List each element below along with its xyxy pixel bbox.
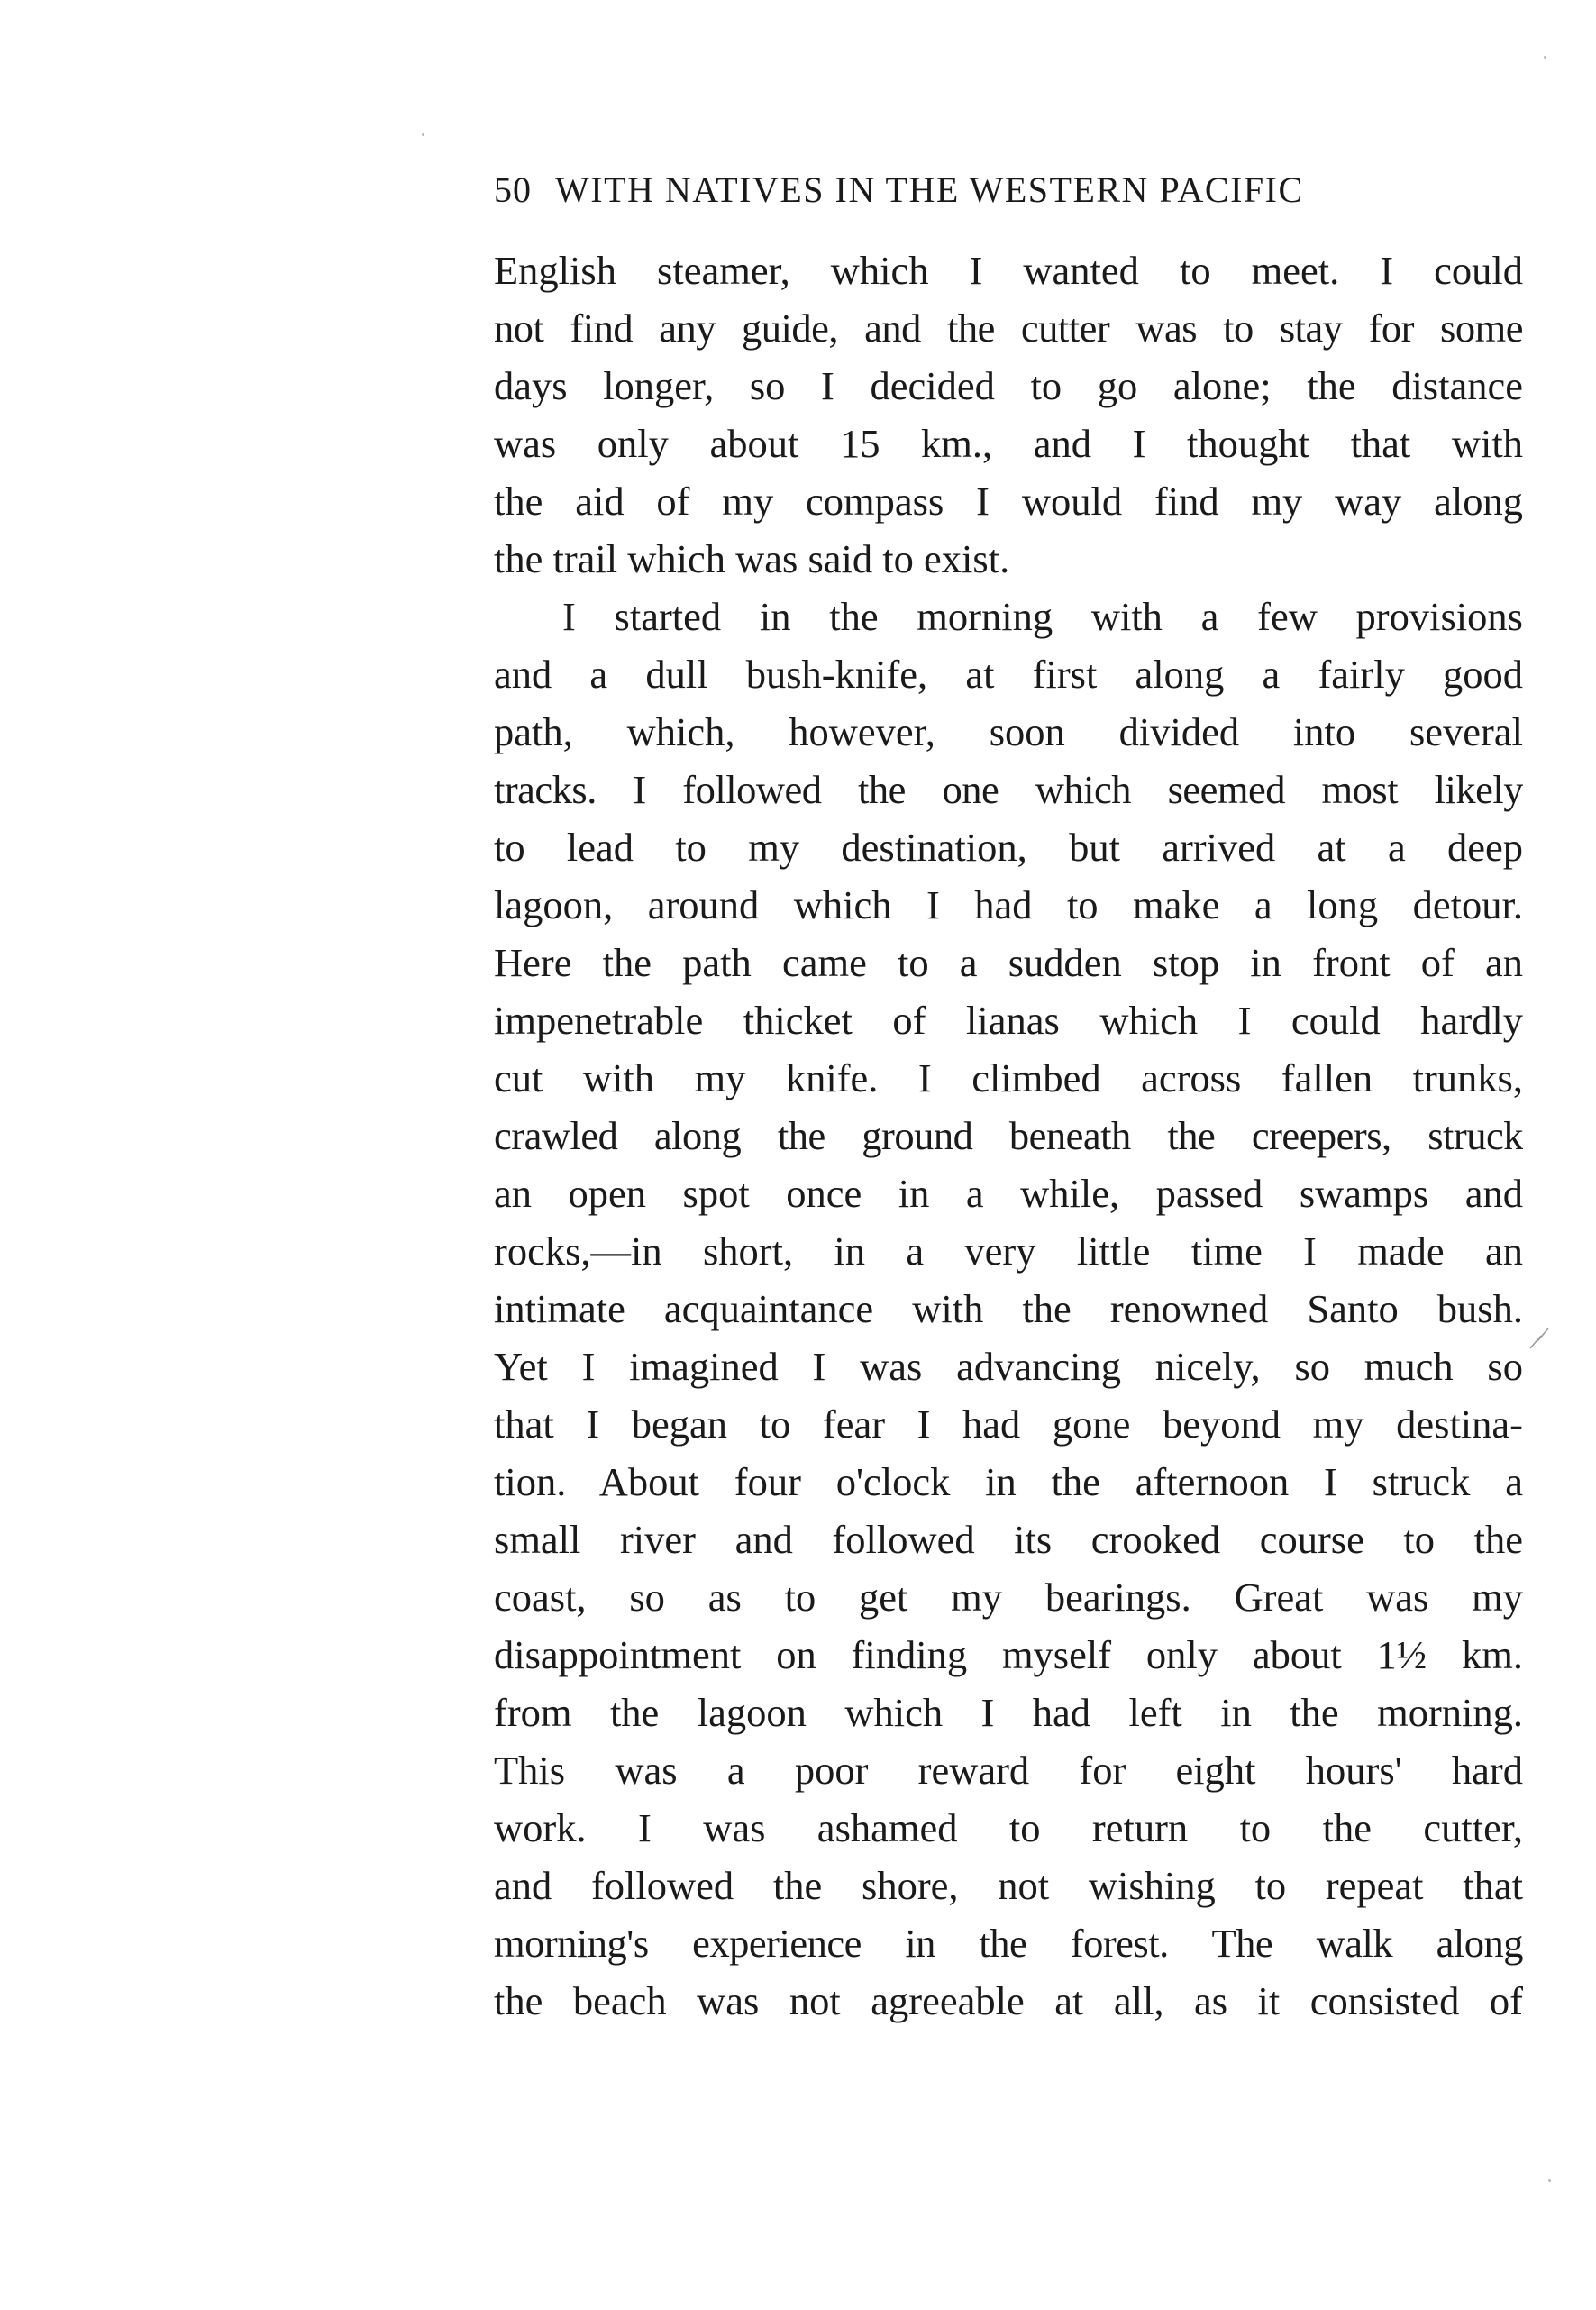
text-line: I started in the morning with a few provisions — [562, 594, 1523, 639]
text-line: work. I was ashamed to return to the cutter, — [494, 1805, 1523, 1850]
text-line: from the lagoon which I had left in the morning. — [494, 1690, 1523, 1735]
text-line: days longer, so I decided to go alone; the distance — [494, 363, 1523, 408]
running-head — [494, 163, 1521, 217]
scan-speck — [422, 133, 424, 136]
text-line: This was a poor reward for eight hours' hard — [494, 1748, 1523, 1793]
text-line: was only about 15 km., and I thought that with — [494, 421, 1523, 466]
text-line: intimate acquaintance with the renowned Santo bush. — [494, 1286, 1523, 1331]
text-line: tracks. I followed the one which seemed most likely — [494, 767, 1523, 812]
text-line: and followed the shore, not wishing to repeat that — [494, 1863, 1523, 1908]
body-text — [494, 242, 1523, 2030]
text-line: and a dull bush-knife, at first along a fairly good — [494, 652, 1523, 697]
scan-speck — [1548, 2179, 1551, 2182]
text-line: small river and followed its crooked course to the — [494, 1517, 1523, 1562]
text-line: the trail which was said to exist. — [494, 536, 1010, 581]
text-line: path, which, however, soon divided into several — [494, 709, 1523, 754]
text-line: tion. About four o'clock in the afternoon I struck a — [494, 1459, 1523, 1504]
text-line: crawled along the ground beneath the creepers, struck — [494, 1113, 1523, 1158]
text-line: an open spot once in a while, passed swamps and — [494, 1171, 1523, 1216]
page-number: 50 — [494, 169, 532, 210]
text-line: to lead to my destination, but arrived at a deep — [494, 825, 1523, 870]
paragraph-1 — [494, 242, 1523, 588]
paragraph-2 — [494, 588, 1523, 2030]
scan-speck — [1544, 56, 1546, 59]
text-line: coast, so as to get my bearings. Great was my — [494, 1575, 1523, 1620]
text-line: morning's experience in the forest. The walk along — [494, 1921, 1523, 1966]
text-line: lagoon, around which I had to make a long detour. — [494, 882, 1523, 927]
text-line: the beach was not agreeable at all, as it consisted of — [494, 1978, 1523, 2023]
pencil-mark-icon — [1527, 1318, 1554, 1354]
text-line: cut with my knife. I climbed across fallen trunks, — [494, 1055, 1523, 1100]
text-line: Here the path came to a sudden stop in front of an — [494, 940, 1523, 985]
text-line: not find any guide, and the cutter was to stay for some — [494, 306, 1523, 351]
text-line: impenetrable thicket of lianas which I could hardly — [494, 998, 1523, 1043]
text-line: English steamer, which I wanted to meet. I could — [494, 248, 1523, 293]
text-line: the aid of my compass I would find my way along — [494, 479, 1523, 524]
text-line: Yet I imagined I was advancing nicely, so much so — [494, 1344, 1523, 1389]
text-line: disappointment on finding myself only about 1½ km. — [494, 1632, 1523, 1677]
text-line: that I began to fear I had gone beyond my destina- — [494, 1402, 1523, 1447]
text-line: rocks,—in short, in a very little time I made an — [494, 1228, 1523, 1274]
running-title: WITH NATIVES IN THE WESTERN PACIFIC — [555, 169, 1304, 210]
